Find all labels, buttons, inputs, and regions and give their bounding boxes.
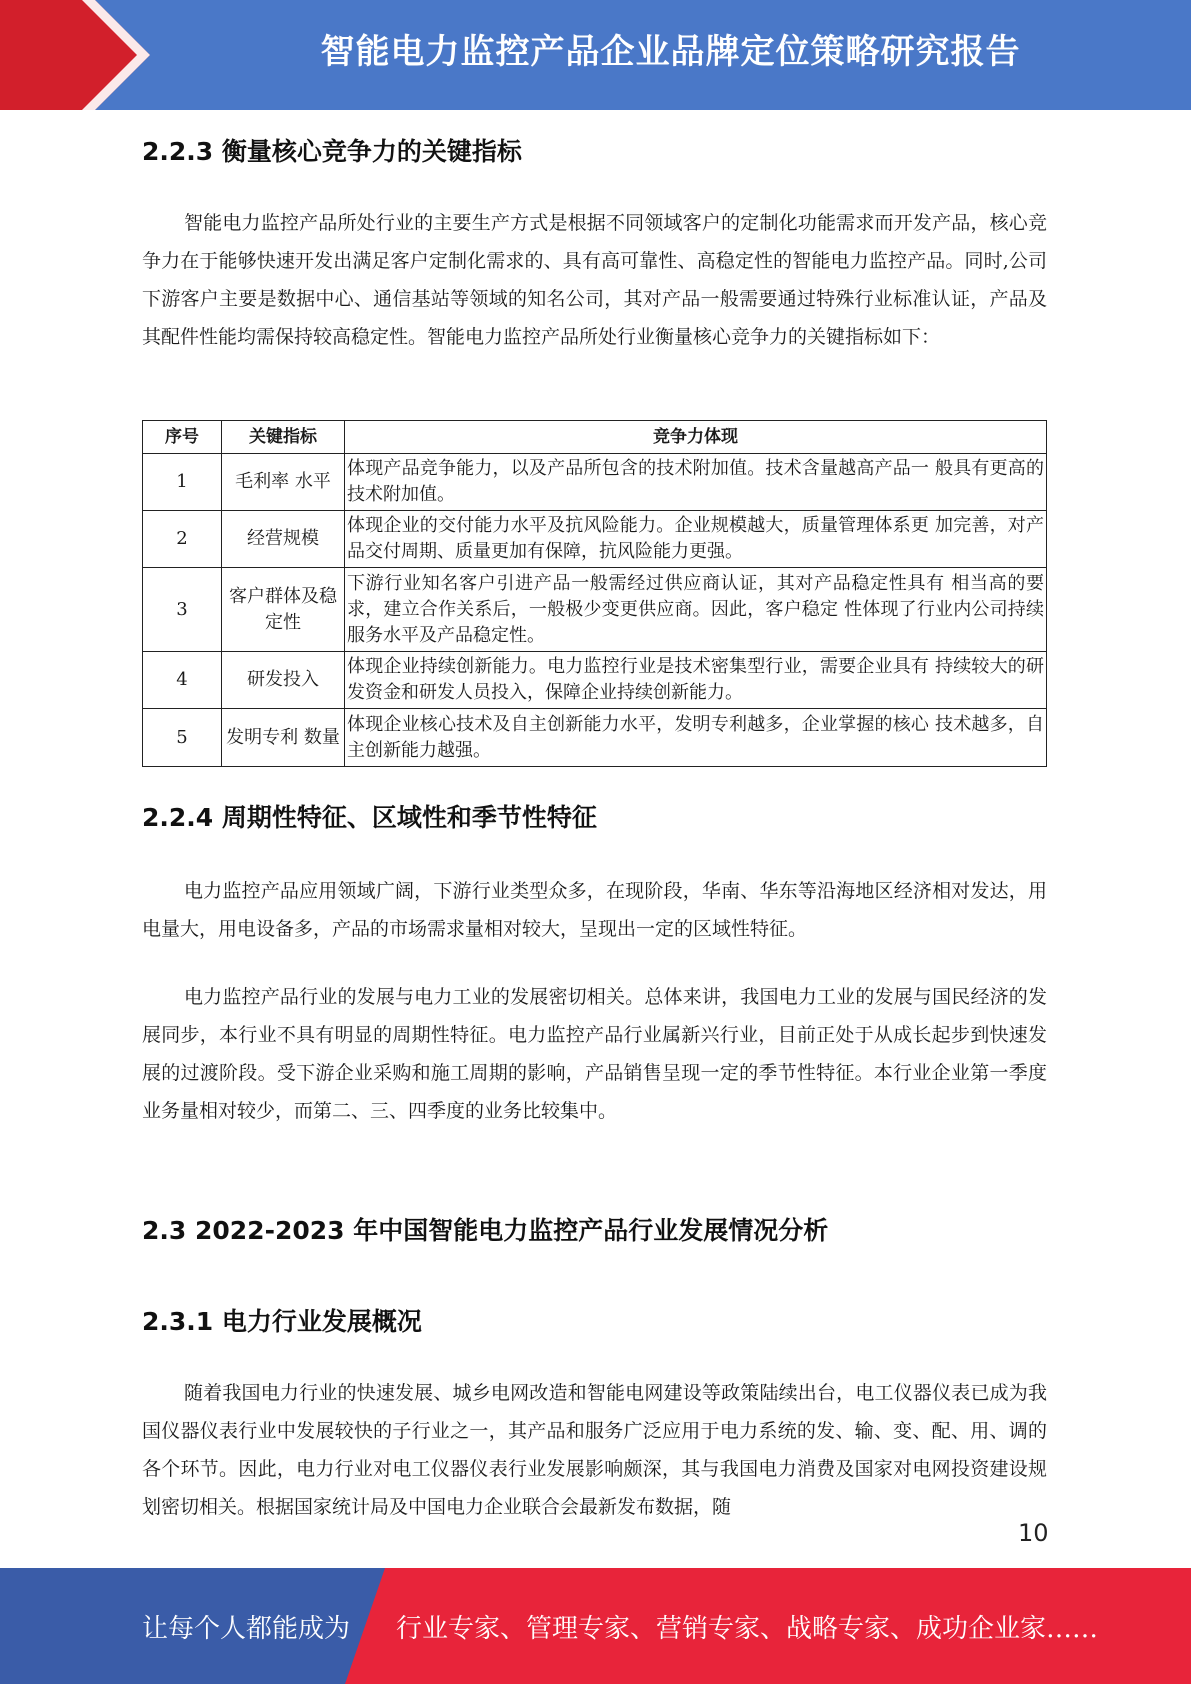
row-description: 体现企业核心技术及自主创新能力水平，发明专利越多，企业掌握的核心 技术越多，自主创新能力越强。	[345, 709, 1047, 767]
table-row	[143, 568, 1047, 652]
row-number: 1	[143, 454, 222, 511]
row-metric: 发明专利 数量	[222, 709, 345, 767]
row-description: 体现企业持续创新能力。电力监控行业是技术密集型行业，需要企业具有 持续较大的研发资金和研发人员投入，保障企业持续创新能力。	[345, 652, 1047, 709]
page-header	[0, 0, 1191, 110]
row-metric: 研发投入	[222, 652, 345, 709]
row-metric: 经营规模	[222, 511, 345, 568]
page-footer	[0, 1568, 1191, 1684]
key-indicator-table	[142, 420, 1047, 767]
row-metric: 客户群体及稳定性	[222, 568, 345, 652]
row-number: 4	[143, 652, 222, 709]
section-heading-2-2-4: 2.2.4 周期性特征、区域性和季节性特征	[142, 803, 597, 832]
paragraph-2-2-3: 智能电力监控产品所处行业的主要生产方式是根据不同领域客户的定制化功能需求而开发产品，核心竞争力在于能够快速开发出满足客户定制化需求的、具有高可靠性、高稳定性的智能电力监控产品。同时,公司下游客户主要是数据中心、通信基站等领域的知名公司，其对产品一般需要通过特殊行业标准认证，产品及其配件性能均需保持较高稳定性。智能电力监控产品所处行业衡量核心竞争力的关键指标如下：	[142, 212, 1047, 348]
table-row	[143, 454, 1047, 511]
paragraph-2-3-1: 随着我国电力行业的快速发展、城乡电网改造和智能电网建设等政策陆续出台，电工仪器仪表已成为我国仪器仪表行业中发展较快的子行业之一，其产品和服务广泛应用于电力系统的发、输、变、配、用、调的各个环节。因此，电力行业对电工仪器仪表行业发展影响颇深，其与我国电力消费及国家对电网投资建设规划密切相关。根据国家统计局及中国电力企业联合会最新发布数据，随	[142, 1382, 1047, 1518]
row-metric: 毛利率 水平	[222, 454, 345, 511]
row-description: 体现产品竞争能力，以及产品所包含的技术附加值。技术含量越高产品一 般具有更高的技术附加值。	[345, 454, 1047, 511]
table-row	[143, 652, 1047, 709]
row-description: 体现企业的交付能力水平及抗风险能力。企业规模越大，质量管理体系更 加完善，对产品交付周期、质量更加有保障，抗风险能力更强。	[345, 511, 1047, 568]
table-header-cell: 关键指标	[222, 421, 345, 454]
table-row	[143, 511, 1047, 568]
footer-slogan-right: 行业专家、管理专家、营销专家、战略专家、成功企业家……	[396, 1614, 1099, 1644]
row-number: 2	[143, 511, 222, 568]
table-row	[143, 709, 1047, 767]
footer-slogan-left: 让每个人都能成为	[142, 1614, 351, 1644]
row-number: 3	[143, 568, 222, 652]
section-heading-2-3-1: 2.3.1 电力行业发展概况	[142, 1307, 422, 1336]
row-number: 5	[143, 709, 222, 767]
section-heading-2-3: 2.3 2022-2023 年中国智能电力监控产品行业发展情况分析	[142, 1216, 829, 1245]
paragraph-2-2-4-seasonal: 电力监控产品行业的发展与电力工业的发展密切相关。总体来讲，我国电力工业的发展与国民经济的发展同步，本行业不具有明显的周期性特征。电力监控产品行业属新兴行业，目前正处于从成长起步到快速发展的过渡阶段。受下游企业采购和施工周期的影响，产品销售呈现一定的季节性特征。本行业企业第一季度业务量相对较少，而第二、三、四季度的业务比较集中。	[142, 986, 1047, 1122]
table-header-cell: 竞争力体现	[345, 421, 1047, 454]
row-description: 下游行业知名客户引进产品一般需经过供应商认证，其对产品稳定性具有 相当高的要求，建立合作关系后，一般极少变更供应商。因此，客户稳定 性体现了行业内公司持续服务水平及产品稳定性。	[345, 568, 1047, 652]
report-title: 智能电力监控产品企业品牌定位策略研究报告	[320, 32, 1021, 72]
paragraph-2-2-4-regional: 电力监控产品应用领域广阔，下游行业类型众多，在现阶段，华南、华东等沿海地区经济相对发达，用电量大，用电设备多，产品的市场需求量相对较大，呈现出一定的区域性特征。	[142, 880, 1047, 940]
table-header-row	[143, 421, 1047, 454]
page-number: 10	[1018, 1519, 1049, 1547]
section-heading-2-2-3: 2.2.3 衡量核心竞争力的关键指标	[142, 137, 522, 166]
table-header-cell: 序号	[143, 421, 222, 454]
